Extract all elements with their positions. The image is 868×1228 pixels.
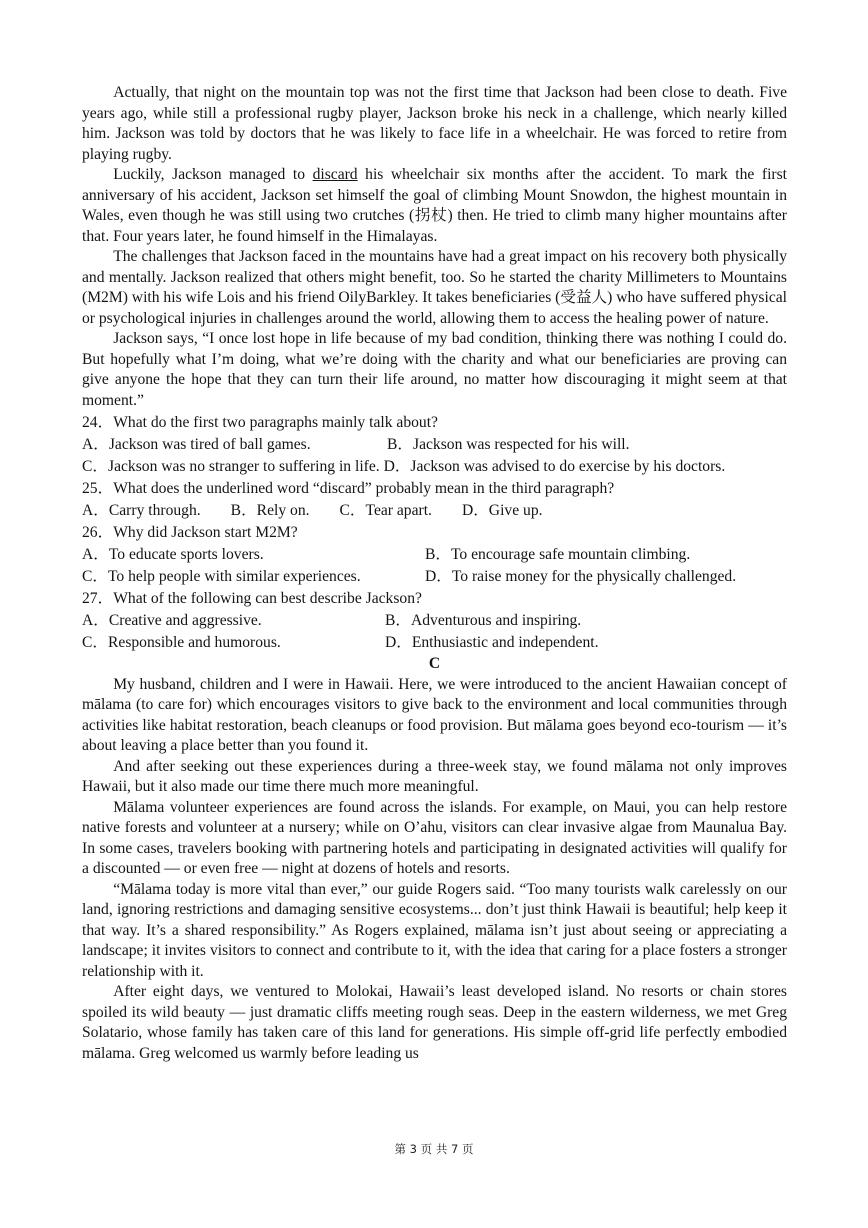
- passage-b-paragraph-2: [82, 165, 787, 247]
- option-a: A．Jackson was tired of ball games.: [82, 435, 311, 453]
- passage-c-paragraph-4: “Mālama today is more vital than ever,” our guide Rogers said. “Too many tourists walk carelessly on our land, ignoring restrictions and damaging sensitive ecosystems... don’t just think Hawaii is beautiful; help keep it that way. It’s a shared responsibility.” As Rogers explained, mālama isn’t just about seeing or appreciating a landscape; it invites visitors to connect and contribute to it, with the idea that caring for a place fosters a stronger relationship with it.: [82, 880, 787, 980]
- options-row: [82, 501, 787, 522]
- option-c: C．To help people with similar experiences.: [82, 567, 361, 585]
- options-row: [82, 435, 787, 456]
- option-d: D．Enthusiastic and independent.: [385, 633, 599, 651]
- option-c: C．Tear apart.: [339, 501, 432, 519]
- option-b: B．Rely on.: [230, 501, 310, 519]
- option-d: D．Give up.: [461, 501, 543, 519]
- passage-c-paragraph-2: And after seeking out these experiences during a three-week stay, we found mālama not only improves Hawaii, but it also made our time there much more meaningful.: [82, 757, 787, 795]
- passage-c-paragraph-5: After eight days, we ventured to Molokai, Hawaii’s least developed island. No resorts or chain stores spoiled its wild beauty — just dramatic cliffs meeting rough seas. Deep in the eastern wilderness, we met Greg Solatario, whose family has taken care of this land for generations. His simple off-grid life perfectly embodied mālama. Greg welcomed us warmly before leading us: [82, 983, 787, 1062]
- option-a: A．To educate sports lovers.: [82, 545, 264, 563]
- passage-b-paragraph-1: Actually, that night on the mountain top was not the first time that Jackson had been close to death. Five years ago, while still a professional rugby player, Jackson broke his neck in a challenge, which nearly killed him. Jackson was told by doctors that he was likely to face life in a wheelchair. He was forced to retire from playing rugby.: [82, 84, 787, 163]
- options-row: [82, 611, 787, 632]
- option-d: D．To raise money for the physically challenged.: [425, 567, 737, 585]
- option-b: B．Adventurous and inspiring.: [385, 611, 582, 629]
- page-number: 第 3 页 共 7 页: [394, 1142, 474, 1156]
- question-25: [82, 479, 787, 522]
- question-stem: 25．What does the underlined word “discard” probably mean in the third paragraph?: [82, 479, 615, 497]
- passage-c-paragraph-3: Mālama volunteer experiences are found across the islands. For example, on Maui, you can help restore native forests and volunteer at a nursery; while on O’ahu, visitors can clear invasive algae from Maunalua Bay. In some cases, travelers booking with partnering hotels and participating in designated activities will qualify for a discounted — or even free — night at dozens of hotels and resorts.: [82, 798, 787, 877]
- option-b: B．To encourage safe mountain climbing.: [425, 545, 691, 563]
- underlined-word-discard: discard: [312, 166, 358, 183]
- option-a: A．Carry through.: [82, 501, 201, 519]
- options-row: [82, 567, 787, 588]
- passage-c-paragraph-1: My husband, children and I were in Hawaii. Here, we were introduced to the ancient Hawaiian concept of mālama (to care for) which encourages visitors to give back to the environment and local communities through activities like habitat restoration, beach cleanups or food provision. But mālama goes beyond eco-tourism — it’s about leaving a place better than you found it.: [82, 675, 787, 754]
- passage-b-paragraph-3: The challenges that Jackson faced in the mountains have had a great impact on his recovery both physically and mentally. Jackson realized that others might benefit, too. So he started the charity Millimeters to Mountains (M2M) with his wife Lois and his friend OilyBarkley. It takes beneficiaries (受益人) who have suffered physical or psychological injuries in challenges around the world, allowing them to access the healing power of nature.: [82, 248, 787, 327]
- option-a: A．Creative and aggressive.: [82, 611, 262, 629]
- exam-page: [82, 83, 787, 1064]
- paragraph-2-text-start: Luckily, Jackson managed to: [113, 166, 313, 183]
- question-26: [82, 523, 787, 588]
- question-24: [82, 413, 787, 478]
- options-row: [82, 545, 787, 566]
- question-stem: 27．What of the following can best describe Jackson?: [82, 589, 422, 607]
- passage-b-paragraph-4: Jackson says, “I once lost hope in life because of my bad condition, thinking there was nothing I could do. But hopefully what I’m doing, what we’re doing with the charity and what our beneficiaries are proving can give anyone the hope that they can turn their life around, no matter how discouraging it might seem at that moment.”: [82, 330, 787, 409]
- paragraph-2-text-end: his wheelchair six months after the accident. To mark the first anniversary of his accident, Jackson set himself the goal of climbing Mount Snowdon, the highest mountain in Wales, even though he was still using two crutches (拐杖) then. He tried to climb many higher mountains after that. Four years later, he found himself in the Himalayas.: [82, 166, 788, 245]
- option-b: B．Jackson was respected for his will.: [387, 435, 630, 453]
- options-row: [82, 633, 787, 654]
- option-c: C．Responsible and humorous.: [82, 633, 281, 651]
- passage-b: [82, 83, 787, 411]
- section-heading: C: [428, 655, 441, 672]
- question-stem: 26．Why did Jackson start M2M?: [82, 523, 298, 541]
- question-stem: 24．What do the first two paragraphs mainly talk about?: [82, 413, 438, 431]
- question-27: [82, 589, 787, 654]
- option-c-and-d: C．Jackson was no stranger to suffering in life. D．Jackson was advised to do exercise by his doctors.: [82, 457, 726, 475]
- passage-c: [82, 654, 787, 1064]
